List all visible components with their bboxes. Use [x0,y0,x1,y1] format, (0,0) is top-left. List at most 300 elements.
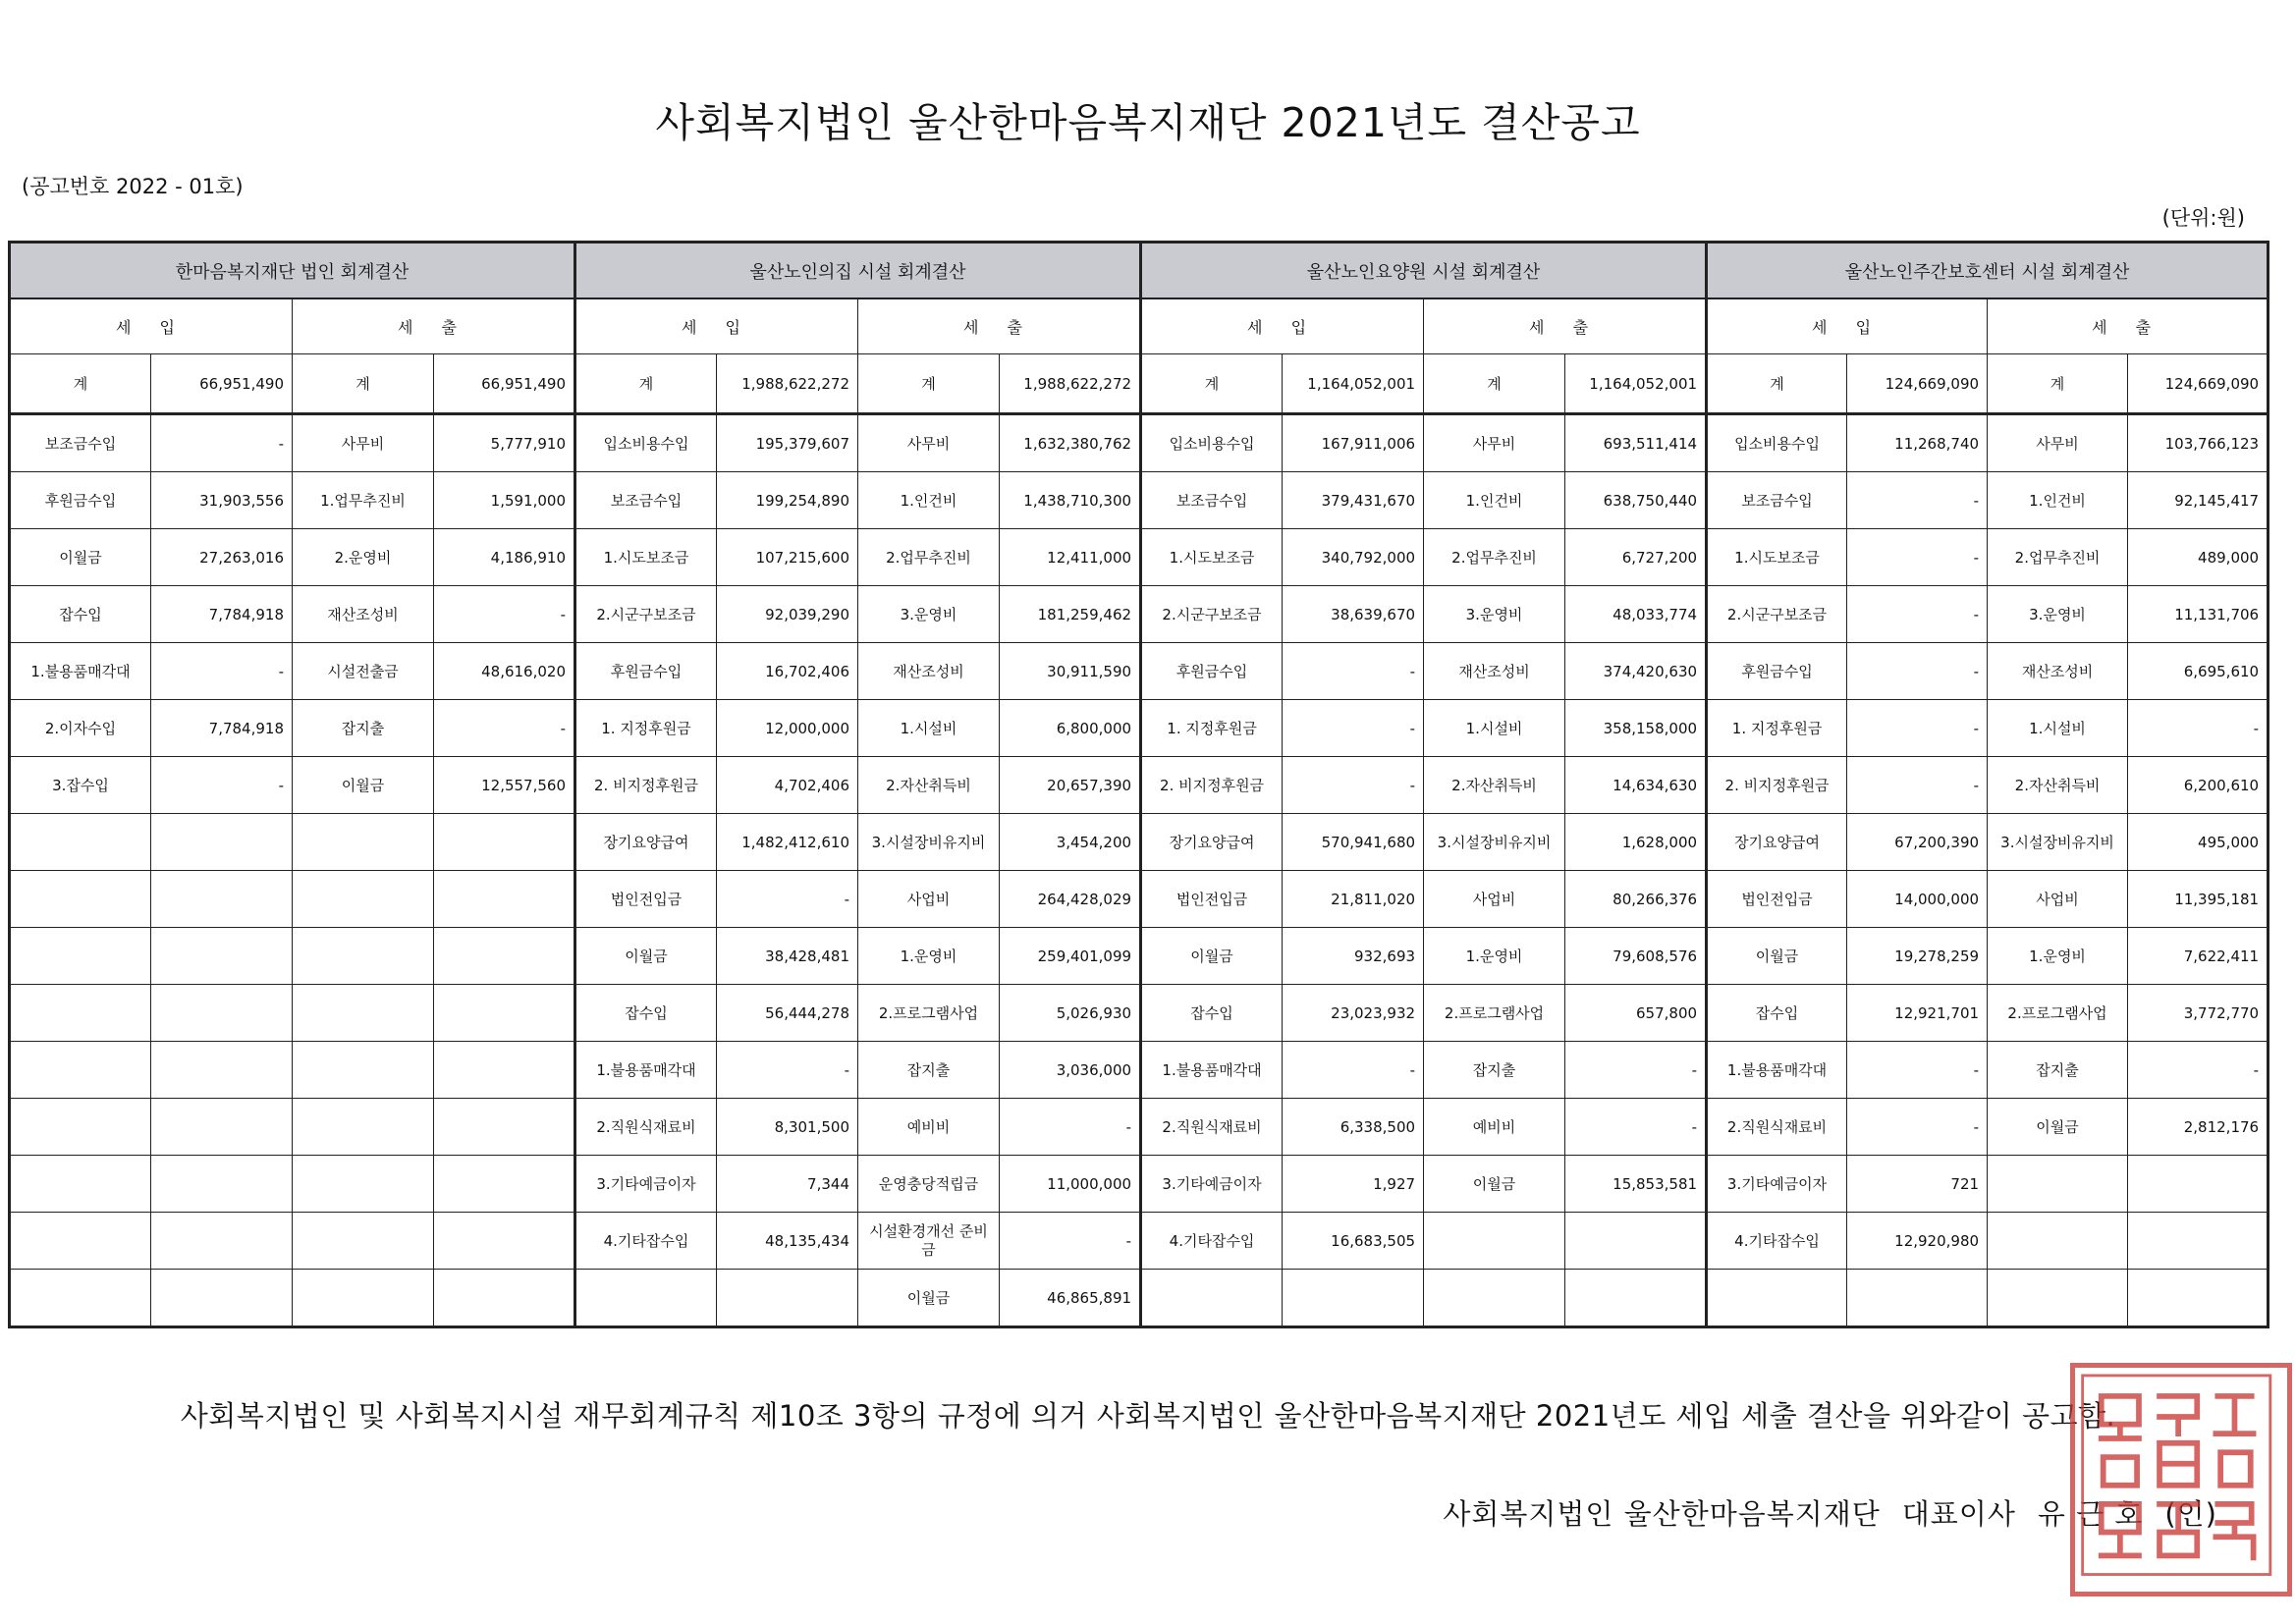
amount-cell [2128,1213,2269,1270]
amount-cell: 5,777,910 [434,414,575,472]
account-item-cell: 보조금수입 [575,472,717,529]
account-item-cell [1988,1156,2128,1213]
page-title: 사회복지법인 울산한마음복지재단 2021년도 결산공고 [655,99,1641,146]
amount-cell: 6,800,000 [1000,700,1141,757]
amount-cell: 1,988,622,272 [717,354,858,414]
account-item-cell: 계 [1141,354,1283,414]
account-item-cell: 1.시도보조금 [575,529,717,586]
account-item-cell [293,928,434,985]
account-item-cell: 2.시군구보조금 [1707,586,1847,643]
account-item-cell [10,871,151,928]
amount-cell: - [1847,529,1988,586]
account-item-cell: 이월금 [293,757,434,814]
account-item-cell [1988,1213,2128,1270]
amount-cell [151,1213,293,1270]
account-item-cell [1424,1270,1565,1327]
account-item-cell: 2.시군구보조금 [1141,586,1283,643]
account-item-cell: 2.프로그램사업 [858,985,1000,1042]
section-header-daycare-center: 울산노인주간보호센터 시설 회계결산 [1707,243,2269,299]
account-item-cell: 3.운영비 [1988,586,2128,643]
total-row [10,354,2269,414]
account-item-cell: 잡수입 [575,985,717,1042]
account-item-cell: 2. 비지정후원금 [1707,757,1847,814]
amount-cell: 12,000,000 [717,700,858,757]
unit-label: (단위:원) [2161,206,2245,230]
account-item-cell: 후원금수입 [575,643,717,700]
account-item-cell [293,814,434,871]
amount-cell: 11,268,740 [1847,414,1988,472]
account-item-cell: 1.운영비 [858,928,1000,985]
account-item-cell: 3.운영비 [858,586,1000,643]
account-item-cell: 사무비 [293,414,434,472]
account-item-cell: 2.자산취득비 [1424,757,1565,814]
account-item-cell: 계 [10,354,151,414]
account-item-cell: 이월금 [858,1270,1000,1327]
amount-cell: - [434,700,575,757]
amount-cell: 67,200,390 [1847,814,1988,871]
section-header-elderly-home: 울산노인의집 시설 회계결산 [575,243,1141,299]
account-item-cell: 1. 지정후원금 [1707,700,1847,757]
account-item-cell [1141,1270,1283,1327]
account-item-cell [10,1270,151,1327]
amount-cell: 12,921,701 [1847,985,1988,1042]
account-item-cell: 계 [293,354,434,414]
amount-cell [151,1156,293,1213]
account-item-cell: 이월금 [10,529,151,586]
amount-cell: 1,164,052,001 [1283,354,1424,414]
account-item-cell: 이월금 [1424,1156,1565,1213]
amount-cell: 23,023,932 [1283,985,1424,1042]
amount-cell: 16,683,505 [1283,1213,1424,1270]
amount-cell: 721 [1847,1156,1988,1213]
account-item-cell: 사업비 [1424,871,1565,928]
account-item-cell: 보조금수입 [1141,472,1283,529]
amount-cell [434,928,575,985]
amount-cell: - [1283,643,1424,700]
account-item-cell: 장기요양급여 [1141,814,1283,871]
expense-header: 세 출 [293,298,575,354]
amount-cell: 3,454,200 [1000,814,1141,871]
amount-cell: 38,428,481 [717,928,858,985]
amount-cell: - [1283,1042,1424,1099]
account-item-cell [10,814,151,871]
amount-cell: 6,338,500 [1283,1099,1424,1156]
amount-cell: 12,557,560 [434,757,575,814]
account-item-cell: 1.시설비 [1424,700,1565,757]
amount-cell: 638,750,440 [1565,472,1707,529]
table-row [10,757,2269,814]
amount-cell: 6,727,200 [1565,529,1707,586]
account-item-cell [293,1270,434,1327]
table-row [10,928,2269,985]
account-item-cell: 사무비 [858,414,1000,472]
section-header-row [10,243,2269,299]
amount-cell: 56,444,278 [717,985,858,1042]
amount-cell: 693,511,414 [1565,414,1707,472]
amount-cell: 6,695,610 [2128,643,2269,700]
account-item-cell: 예비비 [1424,1099,1565,1156]
amount-cell: 2,812,176 [2128,1099,2269,1156]
table-row [10,586,2269,643]
account-item-cell: 재산조성비 [1424,643,1565,700]
account-item-cell: 1. 지정후원금 [575,700,717,757]
amount-cell: 4,702,406 [717,757,858,814]
account-item-cell: 1.불용품매각대 [1707,1042,1847,1099]
amount-cell: - [717,1042,858,1099]
amount-cell [2128,1156,2269,1213]
account-item-cell [10,928,151,985]
table-row [10,1042,2269,1099]
signature-name: 유 근 호 [2037,1497,2144,1531]
account-item-cell: 4.기타잡수입 [1707,1213,1847,1270]
amount-cell: 6,200,610 [2128,757,2269,814]
account-item-cell: 1.불용품매각대 [10,643,151,700]
expense-header: 세 출 [858,298,1141,354]
section-header-nursing-home: 울산노인요양원 시설 회계결산 [1141,243,1707,299]
account-item-cell: 1.운영비 [1988,928,2128,985]
account-item-cell: 재산조성비 [1988,643,2128,700]
account-item-cell: 후원금수입 [1141,643,1283,700]
amount-cell: 80,266,376 [1565,871,1707,928]
account-item-cell: 1.시설비 [858,700,1000,757]
account-item-cell: 1.시도보조금 [1707,529,1847,586]
amount-cell: - [717,871,858,928]
account-item-cell: 사업비 [858,871,1000,928]
account-item-cell [1988,1270,2128,1327]
account-item-cell: 4.기타잡수입 [1141,1213,1283,1270]
amount-cell: 181,259,462 [1000,586,1141,643]
settlement-table [8,241,2269,1328]
amount-cell: 1,628,000 [1565,814,1707,871]
account-item-cell: 1.업무추진비 [293,472,434,529]
account-item-cell: 2.이자수입 [10,700,151,757]
amount-cell: - [1847,586,1988,643]
signature-seal-mark: (인) [2164,1497,2217,1531]
account-item-cell: 입소비용수입 [575,414,717,472]
seal-icon [2075,1368,2287,1592]
amount-cell: 103,766,123 [2128,414,2269,472]
amount-cell: 46,865,891 [1000,1270,1141,1327]
account-item-cell: 2.업무추진비 [858,529,1000,586]
account-item-cell: 계 [858,354,1000,414]
amount-cell [434,985,575,1042]
revenue-header: 세 입 [575,298,858,354]
amount-cell: 1,438,710,300 [1000,472,1141,529]
account-item-cell: 4.기타잡수입 [575,1213,717,1270]
account-item-cell: 보조금수입 [1707,472,1847,529]
account-item-cell: 1.인건비 [1988,472,2128,529]
account-item-cell: 2.업무추진비 [1988,529,2128,586]
amount-cell: 358,158,000 [1565,700,1707,757]
table-row [10,985,2269,1042]
account-item-cell: 1.인건비 [858,472,1000,529]
amount-cell: 124,669,090 [2128,354,2269,414]
amount-cell: - [1000,1213,1141,1270]
amount-cell: 264,428,029 [1000,871,1141,928]
account-item-cell: 이월금 [1141,928,1283,985]
amount-cell: 1,591,000 [434,472,575,529]
amount-cell: 11,131,706 [2128,586,2269,643]
amount-cell: - [1000,1099,1141,1156]
table-row [10,700,2269,757]
amount-cell: 1,988,622,272 [1000,354,1141,414]
account-item-cell: 입소비용수입 [1707,414,1847,472]
account-item-cell: 사업비 [1988,871,2128,928]
account-item-cell: 법인전입금 [575,871,717,928]
amount-cell: 11,395,181 [2128,871,2269,928]
account-item-cell: 3.기타예금이자 [1707,1156,1847,1213]
amount-cell [1283,1270,1424,1327]
amount-cell: 38,639,670 [1283,586,1424,643]
account-item-cell: 이월금 [1988,1099,2128,1156]
account-item-cell: 3.시설장비유지비 [1988,814,2128,871]
amount-cell: 48,616,020 [434,643,575,700]
amount-cell [717,1270,858,1327]
account-item-cell: 2.프로그램사업 [1988,985,2128,1042]
amount-cell: 932,693 [1283,928,1424,985]
amount-cell: 14,000,000 [1847,871,1988,928]
account-item-cell: 2. 비지정후원금 [1141,757,1283,814]
amount-cell: 19,278,259 [1847,928,1988,985]
amount-cell: 12,411,000 [1000,529,1141,586]
amount-cell: 489,000 [2128,529,2269,586]
account-item-cell: 법인전입금 [1707,871,1847,928]
account-item-cell: 법인전입금 [1141,871,1283,928]
account-item-cell [10,1042,151,1099]
amount-cell: - [2128,700,2269,757]
account-item-cell [10,985,151,1042]
account-item-cell: 입소비용수입 [1141,414,1283,472]
official-seal-stamp [2070,1363,2292,1597]
amount-cell: 124,669,090 [1847,354,1988,414]
amount-cell [151,814,293,871]
amount-cell: 199,254,890 [717,472,858,529]
amount-cell: 12,920,980 [1847,1213,1988,1270]
account-item-cell [293,1099,434,1156]
account-item-cell: 3.시설장비유지비 [1424,814,1565,871]
amount-cell: 167,911,006 [1283,414,1424,472]
account-item-cell: 2.프로그램사업 [1424,985,1565,1042]
amount-cell: 340,792,000 [1283,529,1424,586]
amount-cell: 259,401,099 [1000,928,1141,985]
amount-cell [434,1213,575,1270]
amount-cell: - [1847,1042,1988,1099]
amount-cell: 31,903,556 [151,472,293,529]
account-item-cell: 계 [1988,354,2128,414]
amount-cell [434,1270,575,1327]
account-item-cell [10,1156,151,1213]
amount-cell: 27,263,016 [151,529,293,586]
expense-header: 세 출 [1424,298,1707,354]
amount-cell [151,1270,293,1327]
account-item-cell: 장기요양급여 [575,814,717,871]
amount-cell: 7,784,918 [151,586,293,643]
amount-cell [434,1099,575,1156]
table-row [10,1270,2269,1327]
account-item-cell [10,1099,151,1156]
account-item-cell: 운영충당적립금 [858,1156,1000,1213]
amount-cell [151,1042,293,1099]
account-item-cell: 사무비 [1424,414,1565,472]
amount-cell: - [1283,757,1424,814]
amount-cell: 21,811,020 [1283,871,1424,928]
amount-cell: - [1565,1042,1707,1099]
notice-number: (공고번호 2022 - 01호) [22,175,244,198]
amount-cell: 79,608,576 [1565,928,1707,985]
table-row [10,1213,2269,1270]
account-item-cell: 2.직원식재료비 [1141,1099,1283,1156]
table-row [10,414,2269,472]
account-item-cell: 3.기타예금이자 [1141,1156,1283,1213]
amount-cell: 3,772,770 [2128,985,2269,1042]
amount-cell [1565,1213,1707,1270]
amount-cell [434,1042,575,1099]
amount-cell: 92,145,417 [2128,472,2269,529]
amount-cell: - [2128,1042,2269,1099]
account-item-cell: 3.시설장비유지비 [858,814,1000,871]
amount-cell: 48,135,434 [717,1213,858,1270]
expense-header: 세 출 [1988,298,2269,354]
amount-cell: - [1847,700,1988,757]
account-item-cell: 계 [1424,354,1565,414]
account-item-cell: 이월금 [1707,928,1847,985]
account-item-cell: 2.운영비 [293,529,434,586]
amount-cell: - [151,643,293,700]
account-item-cell: 시설전출금 [293,643,434,700]
amount-cell: 30,911,590 [1000,643,1141,700]
revenue-header: 세 입 [10,298,293,354]
account-item-cell: 3.운영비 [1424,586,1565,643]
account-item-cell: 잡수입 [1141,985,1283,1042]
amount-cell: - [1565,1099,1707,1156]
amount-cell: 66,951,490 [151,354,293,414]
amount-cell [1565,1270,1707,1327]
table-row [10,814,2269,871]
account-item-cell [1424,1213,1565,1270]
account-item-cell: 1.불용품매각대 [1141,1042,1283,1099]
account-item-cell [293,1042,434,1099]
account-item-cell: 2.자산취득비 [1988,757,2128,814]
amount-cell: 107,215,600 [717,529,858,586]
account-item-cell: 1.시도보조금 [1141,529,1283,586]
amount-cell: 495,000 [2128,814,2269,871]
account-item-cell: 1. 지정후원금 [1141,700,1283,757]
account-item-cell: 잡수입 [1707,985,1847,1042]
account-item-cell: 1.시설비 [1988,700,2128,757]
amount-cell: 92,039,290 [717,586,858,643]
account-item-cell: 2.자산취득비 [858,757,1000,814]
amount-cell: - [1847,472,1988,529]
account-item-cell: 계 [575,354,717,414]
account-item-cell [293,871,434,928]
amount-cell: 1,927 [1283,1156,1424,1213]
amount-cell: 15,853,581 [1565,1156,1707,1213]
account-item-cell: 예비비 [858,1099,1000,1156]
amount-cell: - [1847,643,1988,700]
signature-role: 대표이사 [1901,1497,2016,1531]
amount-cell: - [151,757,293,814]
account-item-cell: 시설환경개선 준비금 [858,1213,1000,1270]
amount-cell: - [434,586,575,643]
amount-cell: 3,036,000 [1000,1042,1141,1099]
account-item-cell: 재산조성비 [293,586,434,643]
account-item-cell: 재산조성비 [858,643,1000,700]
account-item-cell: 3.기타예금이자 [575,1156,717,1213]
table-row [10,1156,2269,1213]
amount-cell: 66,951,490 [434,354,575,414]
amount-cell [434,814,575,871]
amount-cell [434,1156,575,1213]
amount-cell: - [1847,1099,1988,1156]
amount-cell: 1,482,412,610 [717,814,858,871]
table-row [10,1099,2269,1156]
amount-cell: - [1283,700,1424,757]
amount-cell: 374,420,630 [1565,643,1707,700]
amount-cell [151,871,293,928]
account-item-cell: 잡지출 [858,1042,1000,1099]
table-row [10,643,2269,700]
amount-cell: 8,301,500 [717,1099,858,1156]
amount-cell: 14,634,630 [1565,757,1707,814]
amount-cell: 570,941,680 [1283,814,1424,871]
amount-cell: 379,431,670 [1283,472,1424,529]
account-item-cell: 이월금 [575,928,717,985]
amount-cell: 16,702,406 [717,643,858,700]
amount-cell: 20,657,390 [1000,757,1141,814]
account-item-cell [293,1156,434,1213]
amount-cell [2128,1270,2269,1327]
revenue-header: 세 입 [1707,298,1988,354]
account-item-cell [293,1213,434,1270]
table-row [10,871,2269,928]
account-item-cell: 2.업무추진비 [1424,529,1565,586]
amount-cell [151,985,293,1042]
amount-cell: 1,164,052,001 [1565,354,1707,414]
account-item-cell: 잡지출 [1988,1042,2128,1099]
account-item-cell: 장기요양급여 [1707,814,1847,871]
section-header-foundation: 한마음복지재단 법인 회계결산 [10,243,575,299]
announcement-statement: 사회복지법인 및 사회복지시설 재무회계규칙 제10조 3항의 규정에 의거 사회복지법인 울산한마음복지재단 2021년도 세입 세출 결산을 위와같이 공고함. [180,1399,2116,1433]
amount-cell: - [1847,757,1988,814]
account-item-cell: 3.잡수입 [10,757,151,814]
account-item-cell: 계 [1707,354,1847,414]
account-item-cell [575,1270,717,1327]
account-item-cell: 후원금수입 [10,472,151,529]
amount-cell [151,928,293,985]
amount-cell: 48,033,774 [1565,586,1707,643]
account-item-cell: 2.시군구보조금 [575,586,717,643]
amount-cell: 7,622,411 [2128,928,2269,985]
amount-cell: 5,026,930 [1000,985,1141,1042]
amount-cell: 7,344 [717,1156,858,1213]
account-item-cell: 2.직원식재료비 [1707,1099,1847,1156]
account-item-cell: 사무비 [1988,414,2128,472]
amount-cell: 7,784,918 [151,700,293,757]
amount-cell: 4,186,910 [434,529,575,586]
amount-cell: 195,379,607 [717,414,858,472]
amount-cell [1847,1270,1988,1327]
account-item-cell: 잡수입 [10,586,151,643]
account-item-cell: 1.인건비 [1424,472,1565,529]
table-row [10,529,2269,586]
account-item-cell [10,1213,151,1270]
account-item-cell: 잡지출 [1424,1042,1565,1099]
account-item-cell: 2.직원식재료비 [575,1099,717,1156]
amount-cell [434,871,575,928]
table-row [10,472,2269,529]
account-item-cell: 1.불용품매각대 [575,1042,717,1099]
account-item-cell: 후원금수입 [1707,643,1847,700]
